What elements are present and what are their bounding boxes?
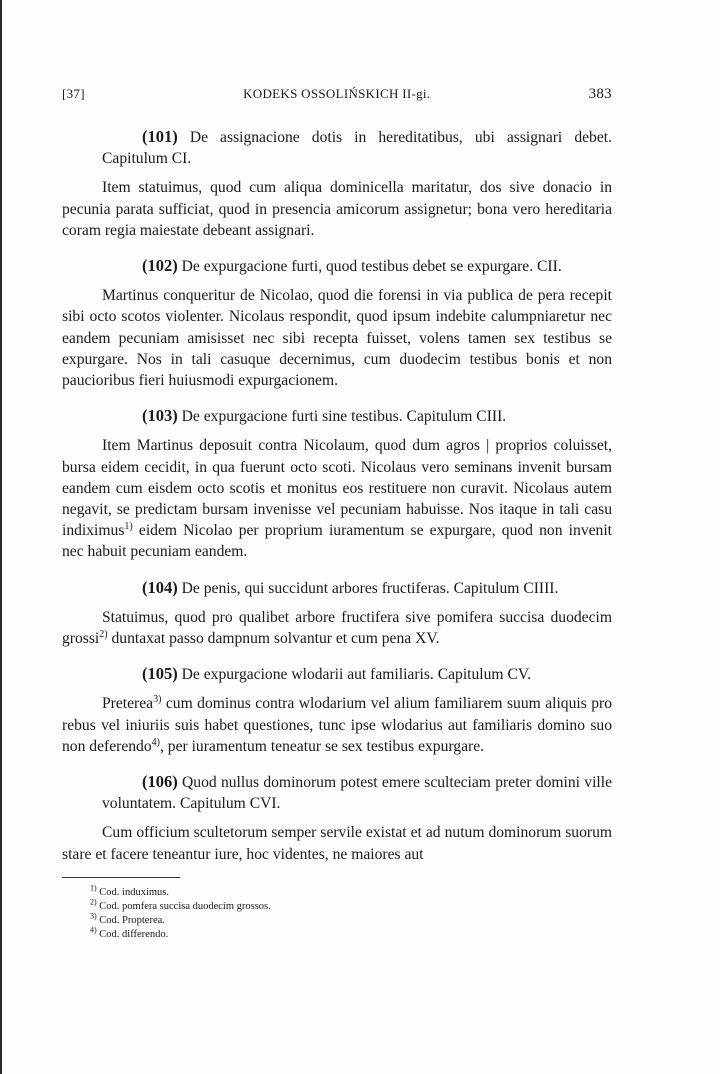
footnote-text: Cod. pomfera succisa duodecim grossos. — [99, 900, 271, 912]
paragraph-text: duntaxat passo dampnum solvantur et cum pena XV. — [107, 630, 440, 648]
footnote-mark: 2) — [90, 897, 97, 907]
section-heading — [62, 126, 612, 169]
section-title: De assignacione dotis in hereditatibus, ubi assignari debet. Capitulum CI. — [102, 129, 612, 168]
footnote-mark: 3) — [90, 911, 97, 921]
section-number: (104) — [142, 577, 178, 597]
section-heading — [62, 577, 612, 599]
section-marker: [37] — [62, 86, 85, 101]
paragraph-text: cum dominus contra wlodarium vel alium familiarem suum aliquis pro rebus vel iniuriis suis habet questiones, tunc ipse wlodarius aut familiaris domino suo non deferendo — [62, 695, 612, 755]
page-binding-edge — [0, 0, 2, 1074]
paragraph-text: eidem Nicolao per proprium iuramentum se expurgare, quod non invenit nec habuit pecuniam eandem. — [62, 522, 612, 561]
footnote-text: Cod. differendo. — [99, 928, 169, 940]
paragraph — [62, 285, 612, 391]
section-title: Quod nullus dominorum potest emere sculteciam preter domini ville voluntatem. Capitulum CVI. — [102, 774, 612, 813]
paragraph — [62, 435, 612, 562]
footnote-divider — [62, 877, 180, 878]
footnote-ref[interactable]: 4) — [151, 736, 160, 748]
paragraph-text: , per iuramentum teneatur se sex testibus expurgare. — [159, 737, 485, 755]
paragraph-text: Item statuimus, quod cum aliqua dominicella maritatur, dos sive donacio in pecunia parata sufficiat, quod in presencia amicorum assignetur; bona vero hereditaria coram regia maiestate debeant assignari. — [62, 179, 612, 239]
paragraph — [62, 177, 612, 241]
section-number: (103) — [142, 406, 178, 426]
page-number: 383 — [588, 86, 612, 102]
footnote-text: Cod. induximus. — [99, 886, 170, 898]
paragraph — [62, 822, 612, 864]
running-title: KODEKS OSSOLIŃSKICH II-gi. — [243, 86, 431, 101]
section-heading — [62, 663, 612, 685]
paragraph-text: Cum officium scultetorum semper servile existat et ad nutum dominorum suorum stare et facere teneantur iure, hoc videntes, ne maiores aut — [62, 824, 612, 863]
footnote-text: Cod. Propterea. — [99, 914, 165, 926]
footnote-ref[interactable]: 1) — [124, 521, 133, 533]
section-number: (102) — [142, 256, 178, 276]
footnote — [90, 925, 612, 942]
footnotes — [62, 883, 612, 942]
paragraph-text: Preterea — [102, 695, 154, 713]
paragraph-text: Item Martinus deposuit contra Nicolaum, quod dum agros | proprios coluisset, bursa eidem cecidit, in qua fuerunt octo scoti. Nicolaus vero seminans invenit bursam eandem cum eisdem octo scotis et monitus eos restituere non curavit. Nicolaus autem negavit, se predictam bursam invenisse vel pecuniam habuisse. Nos itaque in tali casu indiximus — [62, 437, 612, 540]
running-header — [62, 86, 612, 108]
footnote-mark: 1) — [90, 883, 97, 893]
footnote — [90, 897, 612, 914]
paragraph — [62, 693, 612, 757]
section-title: De expurgacione wlodarii aut familiaris. Capitulum CV. — [181, 666, 531, 684]
section-title: De expurgacione furti, quod testibus debet se expurgare. CII. — [181, 258, 562, 276]
section-heading — [62, 771, 612, 814]
footnote — [90, 911, 612, 928]
section-number: (105) — [142, 664, 178, 684]
section-title: De penis, qui succidunt arbores fructiferas. Capitulum CIIII. — [181, 579, 559, 597]
footnote-ref[interactable]: 3) — [153, 694, 162, 706]
footnote-ref[interactable]: 2) — [99, 628, 108, 640]
main-text — [62, 126, 612, 865]
paragraph — [62, 607, 612, 649]
document-page — [62, 86, 612, 942]
footnote — [90, 883, 612, 900]
section-heading — [62, 255, 612, 277]
section-number: (101) — [142, 127, 178, 146]
section-number: (106) — [142, 772, 178, 792]
section-title: De expurgacione furti sine testibus. Capitulum CIII. — [181, 408, 507, 426]
footnote-mark: 4) — [90, 925, 97, 935]
paragraph-text: Martinus conqueritur de Nicolao, quod die forensi in via publica de pera recepit sibi octo scotos violenter. Nicolaus respondit, quod ipsum indebite calumpniaretur nec eandem pecuniam amisisset nec sibi recepta fuisset, volens tamen sex testibus se expurgare. Nos in tali casuque decernimus, cum duodecim testibus bonis et non paucioribus fieri huiusmodi expurgacionem. — [62, 287, 612, 390]
section-heading — [62, 405, 612, 427]
paragraph-text: Statuimus, quod pro qualibet arbore fructifera sive pomifera succisa duodecim grossi — [62, 608, 612, 648]
